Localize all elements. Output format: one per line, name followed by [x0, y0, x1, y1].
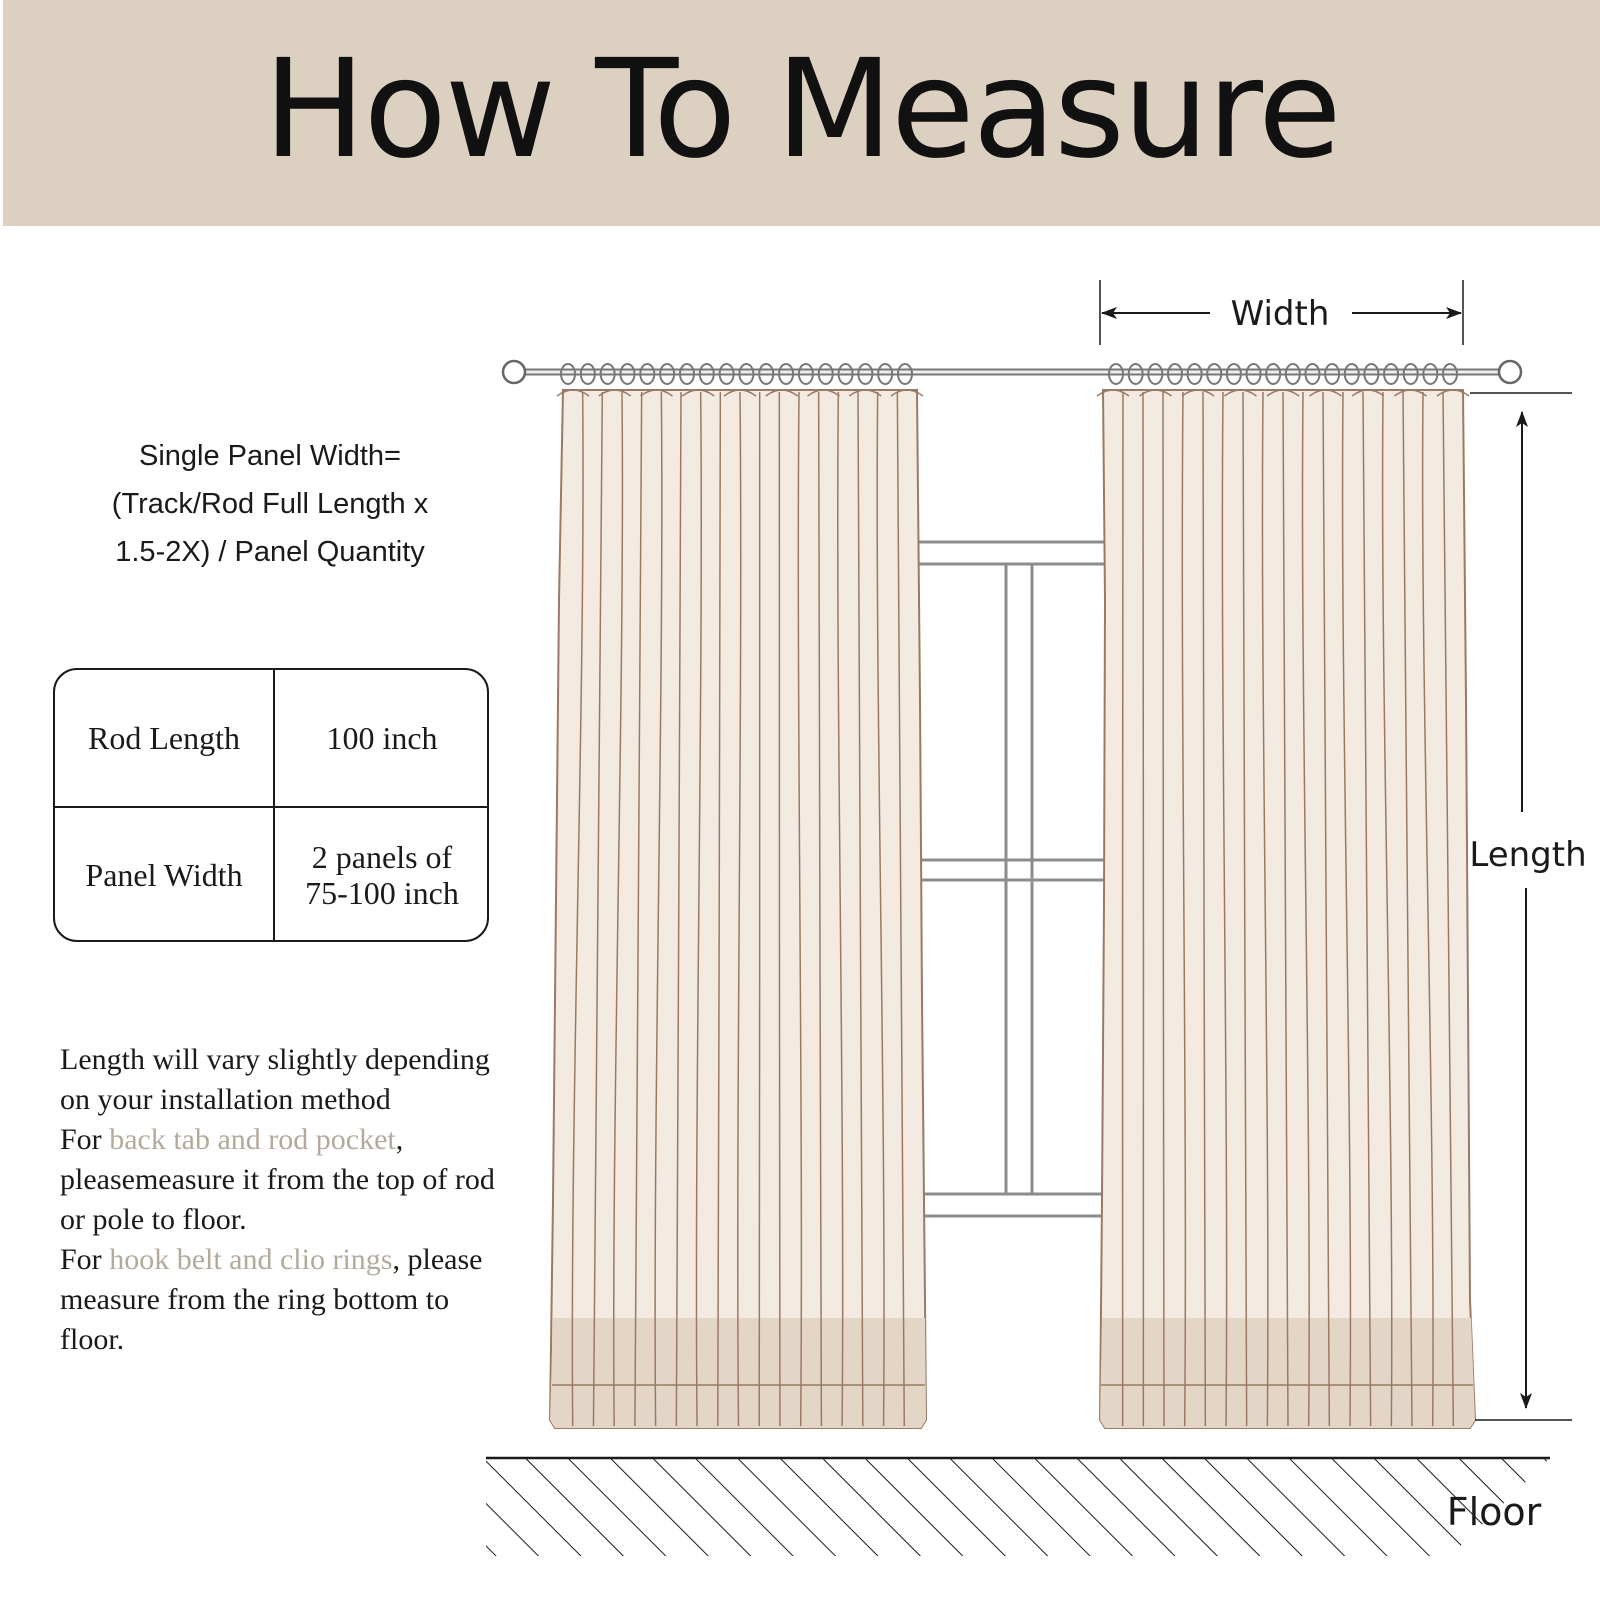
curtain-fold-line: [779, 392, 780, 1426]
page-title: How To Measure: [263, 31, 1340, 189]
note-intro: Length will vary slightly depending on your installation method: [60, 1043, 490, 1116]
curtain-panel-left: [550, 390, 926, 1428]
rod-length-label: Rod Length: [88, 720, 240, 756]
window-frame: [915, 542, 1110, 1216]
curtain-panel-right: [1097, 390, 1475, 1428]
width-label: Width: [1230, 294, 1330, 334]
note-rod-pocket-prefix: For: [60, 1123, 110, 1156]
note-hook-belt-text: , please measure from the ring bottom to floor.: [60, 1243, 483, 1356]
rod-finial-right: [1499, 361, 1521, 383]
length-label: Length: [1469, 835, 1587, 875]
panel-width-value-line-2: 75-100 inch: [305, 875, 459, 911]
formula-line-2: (Track/Rod Full Length x: [111, 488, 429, 520]
formula-line-3: 1.5-2X) / Panel Quantity: [115, 536, 425, 568]
floor-hatching: [486, 1458, 1550, 1558]
note-rod-pocket-highlight: back tab and rod pocket: [109, 1123, 396, 1156]
rod-length-value: 100 inch: [326, 720, 438, 756]
length-dimension: [1469, 393, 1586, 1420]
floor-label: Floor: [1446, 1490, 1542, 1534]
formula-line-1: Single Panel Width=: [139, 440, 401, 472]
panel-width-label: Panel Width: [85, 857, 243, 893]
rod-finial-left: [503, 361, 525, 383]
width-dimension: [1100, 280, 1463, 345]
note-rod-pocket-text: , pleasemeasure it from the top of rod or pole to floor.: [60, 1123, 495, 1236]
panel-width-value-line-1: 2 panels of: [311, 839, 453, 875]
note-hook-belt-prefix: For: [60, 1243, 110, 1276]
note-hook-belt-highlight: hook belt and clio rings: [109, 1243, 393, 1276]
floor: [486, 1458, 1550, 1558]
curtain-fold-line: [759, 392, 760, 1426]
